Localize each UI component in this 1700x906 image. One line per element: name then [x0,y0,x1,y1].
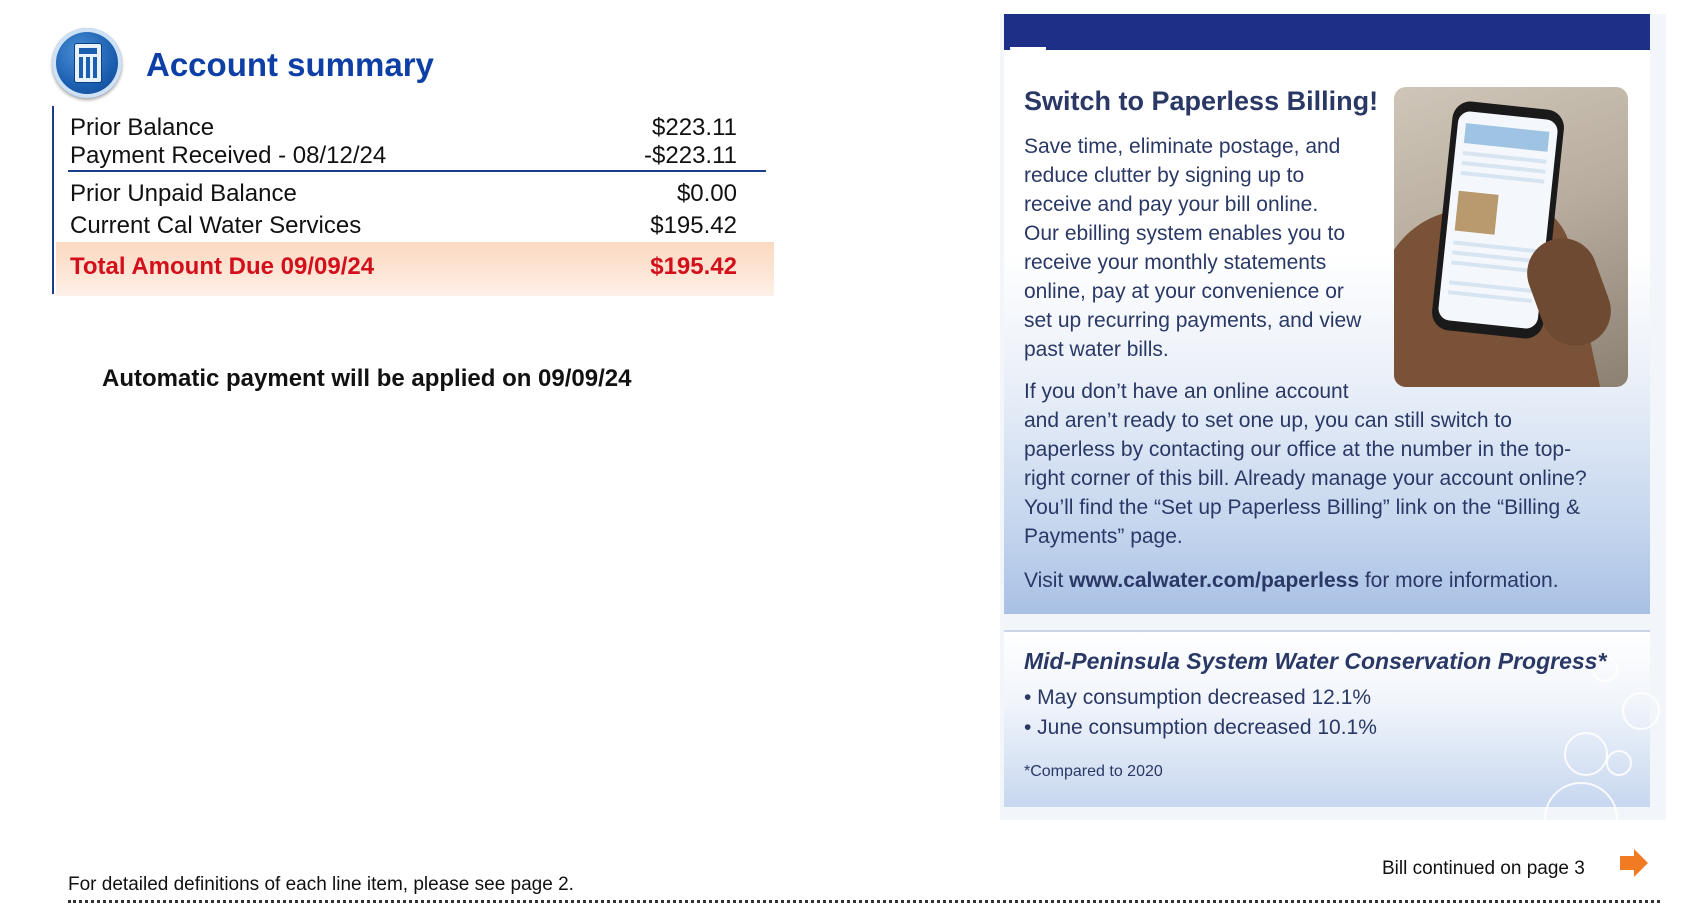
total-due-amount: $195.42 [650,253,737,280]
paperless-line: paperless by contacting our office at the number in the top- [1024,438,1572,461]
prior-unpaid-amount: $0.00 [676,180,737,207]
paperless-line: past water bills. [1024,338,1169,361]
paperless-details [1024,377,1587,551]
paperless-line: Payments” page. [1024,525,1183,548]
prior-balance-amount: $223.11 [652,114,737,141]
definitions-note: For detailed definitions of each line item, please see page 2. [68,874,574,895]
paperless-url-link[interactable]: www.calwater.com/paperless [1069,569,1359,592]
continued-note: Bill continued on page 3 [1382,858,1585,879]
paperless-line: reduce clutter by signing up to [1024,164,1305,187]
paperless-title: Switch to Paperless Billing! [1024,86,1379,116]
visit-suffix: for more information. [1359,569,1559,592]
paperless-line: You’ll find the “Set up Paperless Billing” link on the “Billing & [1024,496,1581,519]
panel-banner [1004,14,1650,50]
visit-prefix: Visit [1024,569,1070,592]
current-services-amount: $195.42 [650,212,737,239]
payment-received-label: Payment Received - 08/12/24 [70,142,387,169]
paperless-line: Our ebilling system enables you to [1024,222,1345,245]
paperless-intro [1024,132,1361,364]
phone-in-hand-photo [1394,87,1628,387]
paperless-line: set up recurring payments, and view [1024,309,1362,332]
calculator-icon [52,28,122,98]
conservation-footnote: *Compared to 2020 [1024,763,1163,780]
autopay-notice: Automatic payment will be applied on 09/09/24 [102,365,632,392]
paperless-visit-line [1024,569,1559,593]
subtotal-rule [68,170,766,172]
payment-received-amount: -$223.11 [644,142,737,169]
conservation-title: Mid-Peninsula System Water Conservation Progress* [1024,648,1607,674]
paperless-line: receive your monthly statements [1024,251,1327,274]
tear-line [68,900,1660,903]
paperless-line: online, pay at your convenience or [1024,280,1344,303]
conservation-item: • June consumption decreased 10.1% [1024,716,1377,739]
total-due-label: Total Amount Due 09/09/24 [70,253,375,280]
paperless-line: right corner of this bill. Already manage your account online? [1024,467,1587,490]
current-services-label: Current Cal Water Services [70,212,362,239]
paperless-line: receive and pay your bill online. [1024,193,1319,216]
paperless-line: and aren’t ready to set one up, you can still switch to [1024,409,1512,432]
account-summary-title: Account summary [146,46,434,83]
arrow-right-icon [1618,848,1650,878]
prior-balance-label: Prior Balance [70,114,215,141]
paperless-line: If you don’t have an online account [1024,380,1349,403]
summary-divider [52,106,54,294]
conservation-item: • May consumption decreased 12.1% [1024,686,1372,709]
prior-unpaid-label: Prior Unpaid Balance [70,180,297,207]
paperless-line: Save time, eliminate postage, and [1024,135,1341,158]
